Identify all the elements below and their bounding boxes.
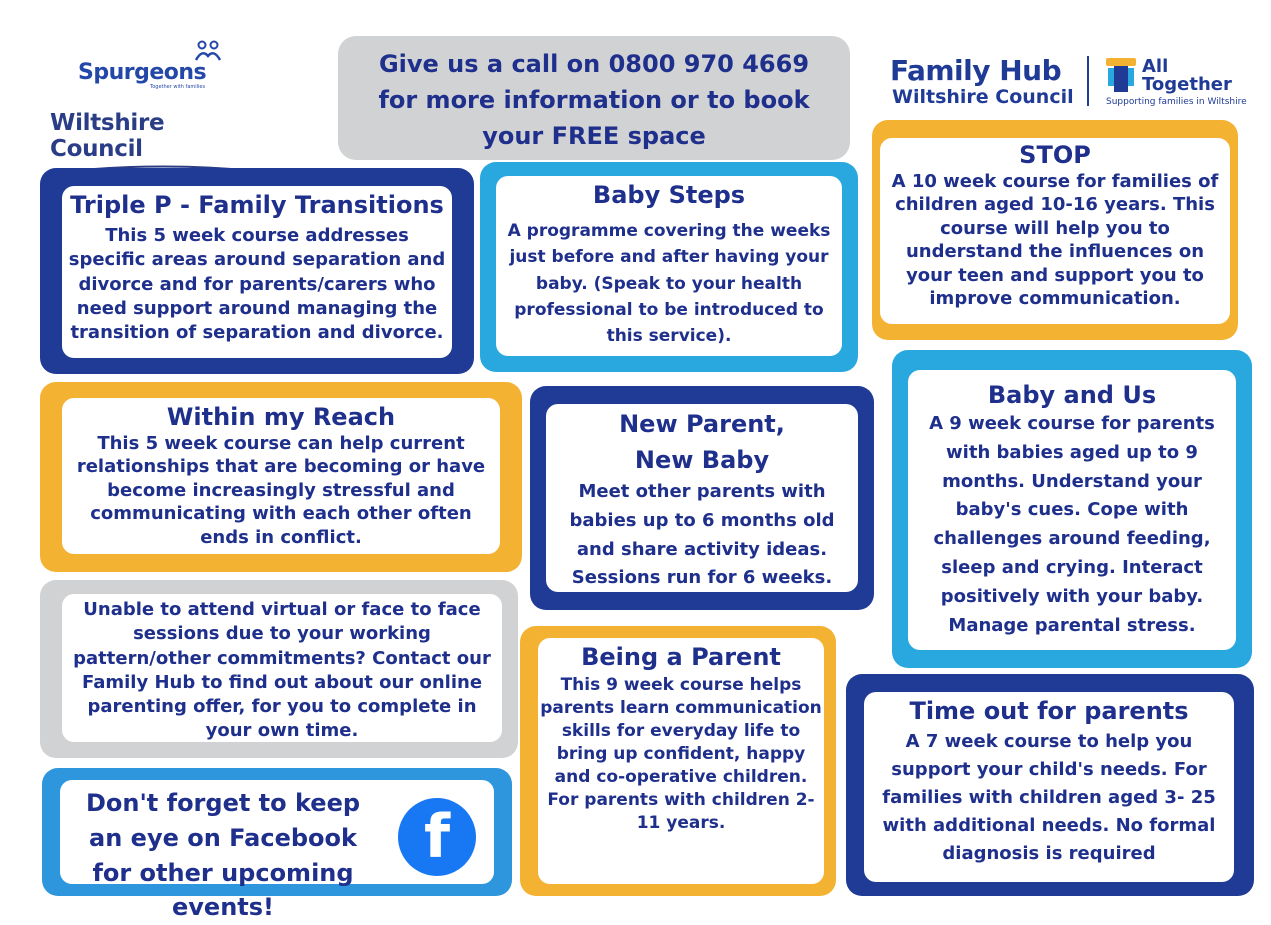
- all-together-tagline: Supporting families in Wiltshire: [1106, 97, 1247, 107]
- new-parent-title-1: New Parent,: [619, 410, 785, 438]
- baby-steps-card: [480, 162, 858, 372]
- triple-p-panel: [62, 186, 452, 358]
- facebook-body: Don't forget to keep an eye on Facebook for other upcoming events!: [85, 789, 361, 922]
- call-line-3: your FREE space: [482, 122, 706, 150]
- stop-card: [872, 120, 1238, 340]
- wiltshire-council-logo: [50, 110, 260, 177]
- baby-and-us-title: Baby and Us: [987, 381, 1157, 409]
- within-my-reach-card: [40, 382, 522, 572]
- time-out-body: A 7 week course to help you support your child's needs. For families with children aged 3- 25 with additional needs. No formal diagnosis is required: [882, 731, 1216, 864]
- time-out-panel: [864, 692, 1234, 882]
- being-a-parent-title: Being a Parent: [581, 643, 781, 671]
- being-a-parent-body: This 9 week course helps parents learn communication skills for everyday life to bring up confident, happy and co-operative children. For parents with children 2-11 years.: [540, 675, 822, 833]
- within-my-reach-title: Within my Reach: [166, 403, 396, 431]
- stop-panel: [880, 138, 1230, 324]
- baby-steps-panel: [496, 176, 842, 356]
- being-a-parent-panel: [538, 638, 824, 884]
- new-parent-card: [530, 386, 874, 610]
- within-my-reach-body: This 5 week course can help current relationships that are becoming or have become increasingly stressful and communicating with each other often ends in conflict.: [76, 433, 486, 548]
- unable-to-attend-card: [40, 580, 518, 758]
- time-out-card: [846, 674, 1254, 896]
- all-together-together: Together: [1142, 74, 1232, 95]
- time-out-title: Time out for parents: [909, 697, 1189, 725]
- triple-p-card: [40, 168, 474, 374]
- family-hub-council: Wiltshire Council: [892, 86, 1074, 108]
- all-together-mark-icon: [1104, 56, 1138, 94]
- call-banner: [338, 36, 850, 160]
- facebook-icon[interactable]: [398, 798, 476, 876]
- family-hub-logo: [890, 54, 1250, 114]
- logo-divider: [1087, 56, 1089, 106]
- all-together-all: All: [1142, 56, 1169, 77]
- wiltshire-council-name: Wiltshire Council: [50, 110, 165, 162]
- family-hub-name: Family Hub: [890, 54, 1062, 87]
- baby-steps-title: Baby Steps: [592, 181, 746, 209]
- stop-title: STOP: [1019, 141, 1091, 169]
- unable-to-attend-panel: [62, 594, 502, 742]
- spurgeons-tagline: Together with families: [150, 84, 206, 90]
- new-parent-panel: [546, 404, 858, 592]
- new-parent-body: Meet other parents with babies up to 6 months old and share activity ideas. Sessions run for 6 weeks.: [569, 481, 835, 589]
- triple-p-body: This 5 week course addresses specific areas around separation and divorce and for parents/carers who need support around managing the transition of separation and divorce.: [68, 225, 446, 344]
- baby-and-us-body: A 9 week course for parents with babies aged up to 9 months. Understand your baby's cues. Cope with challenges around feeding, sleep and crying. Interact positively with your baby. Manage parental stress.: [929, 413, 1215, 636]
- facebook-icon-letter: f: [423, 802, 451, 872]
- baby-and-us-card: [892, 350, 1252, 668]
- baby-and-us-panel: [908, 370, 1236, 650]
- stop-body: A 10 week course for families of children aged 10-16 years. This course will help you to understand the influences on your teen and support you to improve communication.: [891, 171, 1219, 309]
- unable-to-attend-body: Unable to attend virtual or face to face sessions due to your working pattern/other commitments? Contact our Family Hub to find out about our online parenting offer, for you to complete in your own time.: [73, 599, 491, 742]
- call-line-2: for more information or to book: [378, 86, 810, 114]
- being-a-parent-card: [520, 626, 836, 896]
- baby-steps-body: A programme covering the weeks just before and after having your baby. (Speak to your health professional to be introduced to this service).: [507, 221, 831, 347]
- within-my-reach-panel: [62, 398, 500, 554]
- new-parent-title-2: New Baby: [634, 446, 770, 474]
- spurgeons-logo: [78, 60, 228, 100]
- spurgeons-figures-icon: [192, 40, 224, 64]
- triple-p-title: Triple P - Family Transitions: [70, 191, 444, 219]
- call-line-1: Give us a call on 0800 970 4669: [378, 50, 810, 78]
- spurgeons-name: Spurgeons: [78, 60, 207, 85]
